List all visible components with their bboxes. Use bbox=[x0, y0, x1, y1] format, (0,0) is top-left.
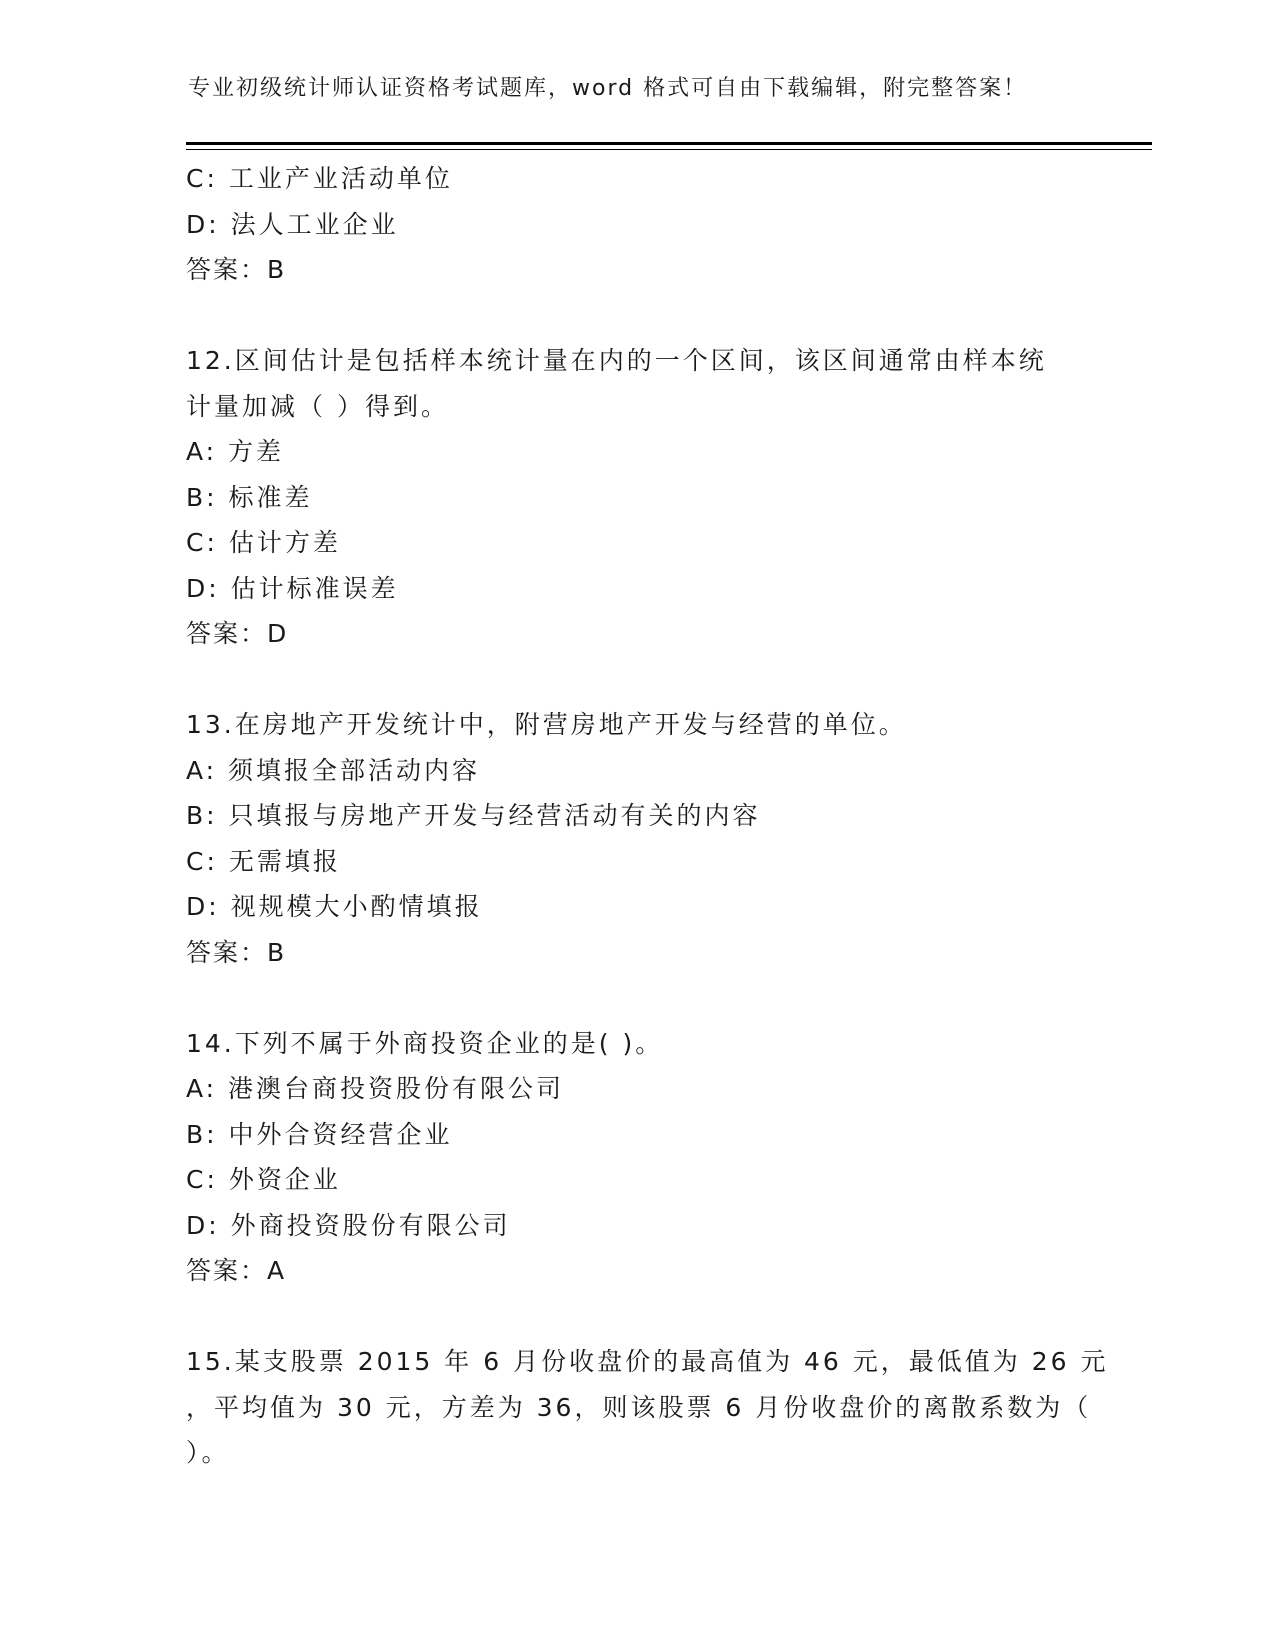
question-14 bbox=[186, 1021, 1086, 1294]
spacer bbox=[186, 975, 1086, 1021]
spacer bbox=[186, 657, 1086, 703]
option-c: C: 估计方差 bbox=[186, 528, 341, 557]
question-12 bbox=[186, 338, 1086, 657]
question-stem: 13.在房地产开发统计中，附营房地产开发与经营的单位。 bbox=[186, 710, 907, 739]
question-stem: ）。 bbox=[186, 1438, 230, 1467]
option-d: D: 法人工业企业 bbox=[186, 209, 399, 239]
option-a: A: 方差 bbox=[186, 437, 285, 466]
question-stem: ，平均值为 30 元，方差为 36，则该股票 6 月份收盘价的离散系数为（ bbox=[186, 1392, 1092, 1422]
option-d: D: 外商投资股份有限公司 bbox=[186, 1210, 511, 1240]
option-c: C: 无需填报 bbox=[186, 846, 341, 876]
answer: 答案：D bbox=[186, 619, 289, 648]
answer: 答案：A bbox=[186, 1256, 287, 1285]
question-15 bbox=[186, 1339, 1109, 1476]
option-b: B: 中外合资经营企业 bbox=[186, 1119, 453, 1149]
question-content bbox=[186, 156, 1109, 1476]
spacer bbox=[186, 1294, 1086, 1340]
question-stem: 计量加减（ ）得到。 bbox=[186, 391, 449, 421]
question-11-tail bbox=[186, 156, 1086, 293]
question-stem: 14.下列不属于外商投资企业的是( )。 bbox=[186, 1028, 664, 1058]
question-stem: 15.某支股票 2015 年 6 月份收盘价的最高值为 46 元，最低值为 26 元 bbox=[186, 1347, 1109, 1376]
answer: 答案：B bbox=[186, 937, 287, 967]
option-a: A: 港澳台商投资股份有限公司 bbox=[186, 1074, 565, 1103]
option-c: C: 外资企业 bbox=[186, 1165, 341, 1194]
option-b: B: 只填报与房地产开发与经营活动有关的内容 bbox=[186, 801, 761, 830]
option-c: C: 工业产业活动单位 bbox=[186, 164, 453, 193]
option-d: D: 视规模大小酌情填报 bbox=[186, 892, 483, 921]
question-stem: 12.区间估计是包括样本统计量在内的一个区间，该区间通常由样本统 bbox=[186, 346, 1047, 375]
option-a: A: 须填报全部活动内容 bbox=[186, 755, 481, 785]
page-header: 专业初级统计师认证资格考试题库，word 格式可自由下载编辑，附完整答案！ bbox=[188, 76, 1028, 101]
spacer bbox=[186, 293, 1086, 339]
question-13 bbox=[186, 702, 1086, 975]
answer: 答案：B bbox=[186, 255, 287, 284]
header-rule-thin bbox=[186, 149, 1152, 150]
header-rule-thick bbox=[186, 142, 1152, 145]
option-b: B: 标准差 bbox=[186, 482, 313, 512]
option-d: D: 估计标准误差 bbox=[186, 573, 399, 603]
